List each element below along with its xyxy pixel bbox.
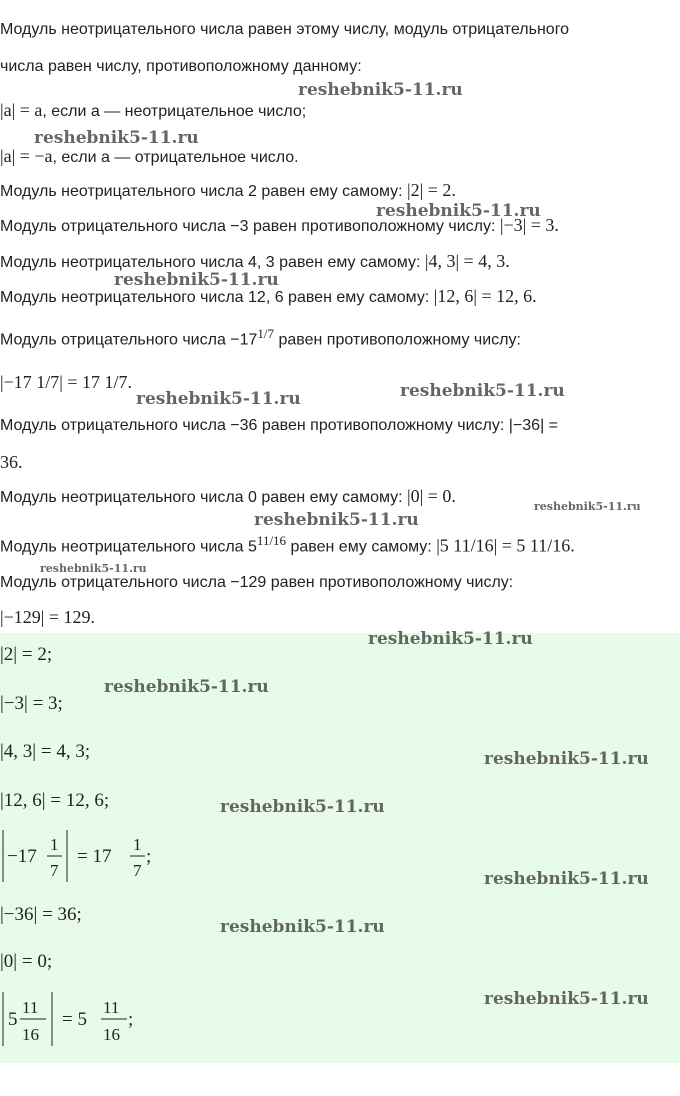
rule-nonnegative <box>0 100 306 122</box>
explanation-4-math: |12, 6| = 12, 6. <box>433 286 537 306</box>
explanation-8 <box>0 531 575 557</box>
rule1-math: |a| = a <box>0 100 43 120</box>
rule-negative <box>0 146 299 168</box>
watermark: reshebnik5-11.ru <box>376 201 541 221</box>
explanation-9-cont: |−129| = 129. <box>0 607 96 627</box>
answer-5-rhs-den: 7 <box>133 861 142 880</box>
explanation-2-math: |−3| = 3. <box>499 215 559 235</box>
intro-line-1: Модуль неотрицательного числа равен этому числу, модуль отрицательного <box>0 21 570 38</box>
watermark: reshebnik5-11.ru <box>400 381 565 401</box>
answer-2: |−3| = 3; <box>0 693 63 714</box>
explanation-6: Модуль отрицательного числа −36 равен противоположному числу: |−36| = <box>0 417 559 434</box>
explanation-5-math <box>0 372 132 394</box>
explanation-8-fraction: 11/16 <box>256 533 287 548</box>
explanation-3-math: |4, 3| = 4, 3. <box>424 251 510 271</box>
explanation-9: Модуль отрицательного числа −129 равен противоположному числу: <box>0 574 514 591</box>
explanation-7-text: Модуль неотрицательного числа 0 равен ему самому: <box>0 489 408 506</box>
watermark: reshebnik5-11.ru <box>40 562 147 575</box>
rule1-text: , если a — неотрицательное число; <box>42 103 307 120</box>
watermark: reshebnik5-11.ru <box>136 389 301 409</box>
answer-1: |2| = 2; <box>0 644 53 665</box>
answer-5-int: −17 <box>7 846 37 867</box>
answer-5-end: ; <box>146 846 152 867</box>
answer-8-int: 5 <box>8 1009 18 1030</box>
explanation-5-text-b: равен противоположному числу: <box>274 331 521 349</box>
explanation-4-text: Модуль неотрицательного числа 12, 6 равен ему самому: <box>0 289 434 306</box>
explanation-7 <box>0 486 456 508</box>
watermark: reshebnik5-11.ru <box>484 989 649 1009</box>
explanation-5 <box>0 324 521 350</box>
explanation-1-text: Модуль неотрицательного числа 2 равен ему самому: <box>0 183 408 200</box>
answer-8-rhs-num: 11 <box>103 998 120 1017</box>
explanation-8-text-b: равен ему самому: <box>286 538 437 556</box>
watermark: reshebnik5-11.ru <box>104 677 269 697</box>
explanation-1 <box>0 180 456 202</box>
answer-8-rhs-den: 16 <box>103 1025 120 1044</box>
watermark: reshebnik5-11.ru <box>484 749 649 769</box>
answer-8-num: 11 <box>22 998 39 1017</box>
answer-5 <box>0 826 170 886</box>
answer-5-den: 7 <box>50 861 59 880</box>
rule2-text: , если a — отрицательное число. <box>52 149 299 166</box>
rule2-math: |a| = −a <box>0 146 53 166</box>
watermark: reshebnik5-11.ru <box>484 869 649 889</box>
explanation-6-cont: 36. <box>0 452 23 472</box>
explanation-7-math: |0| = 0. <box>407 486 456 506</box>
answer-4: |12, 6| = 12, 6; <box>0 790 110 811</box>
answer-8-rhs-int: = 5 <box>62 1009 87 1030</box>
watermark: reshebnik5-11.ru <box>298 80 463 100</box>
answer-5-rhs-num: 1 <box>133 835 142 854</box>
answer-3: |4, 3| = 4, 3; <box>0 741 91 762</box>
watermark: reshebnik5-11.ru <box>114 270 279 290</box>
answer-5-formula <box>0 826 170 886</box>
answer-5-num: 1 <box>50 835 59 854</box>
watermark: reshebnik5-11.ru <box>220 797 385 817</box>
explanation-3-text: Модуль неотрицательного числа 4, 3 равен ему самому: <box>0 254 425 271</box>
answer-8-end: ; <box>128 1009 134 1030</box>
answer-5-rhs-int: = 17 <box>77 846 112 867</box>
watermark: reshebnik5-11.ru <box>254 510 419 530</box>
watermark: reshebnik5-11.ru <box>34 128 199 148</box>
answer-8-den: 16 <box>22 1025 39 1044</box>
explanation-5-fraction: 1/7 <box>257 326 275 341</box>
watermark: reshebnik5-11.ru <box>368 629 533 649</box>
answer-6: |−36| = 36; <box>0 904 82 925</box>
answer-7: |0| = 0; <box>0 951 53 972</box>
explanation-2-text: Модуль отрицательного числа −3 равен противоположному числу: <box>0 218 500 235</box>
explanation-8-math: |5 11/16| = 5 11/16. <box>436 535 575 556</box>
explanation-5-text-a: Модуль отрицательного числа −17 <box>0 331 258 349</box>
explanation-1-math: |2| = 2. <box>407 180 456 200</box>
explanation-8-text-a: Модуль неотрицательного числа 5 <box>0 538 257 556</box>
watermark: reshebnik5-11.ru <box>220 917 385 937</box>
answer-8 <box>0 988 170 1050</box>
answer-8-formula <box>0 988 170 1050</box>
intro-line-2: числа равен числу, противоположному данному: <box>0 58 362 75</box>
explanation-5-math-text: |−17 1/7| = 17 1/7. <box>0 372 133 392</box>
watermark: reshebnik5-11.ru <box>534 500 641 513</box>
